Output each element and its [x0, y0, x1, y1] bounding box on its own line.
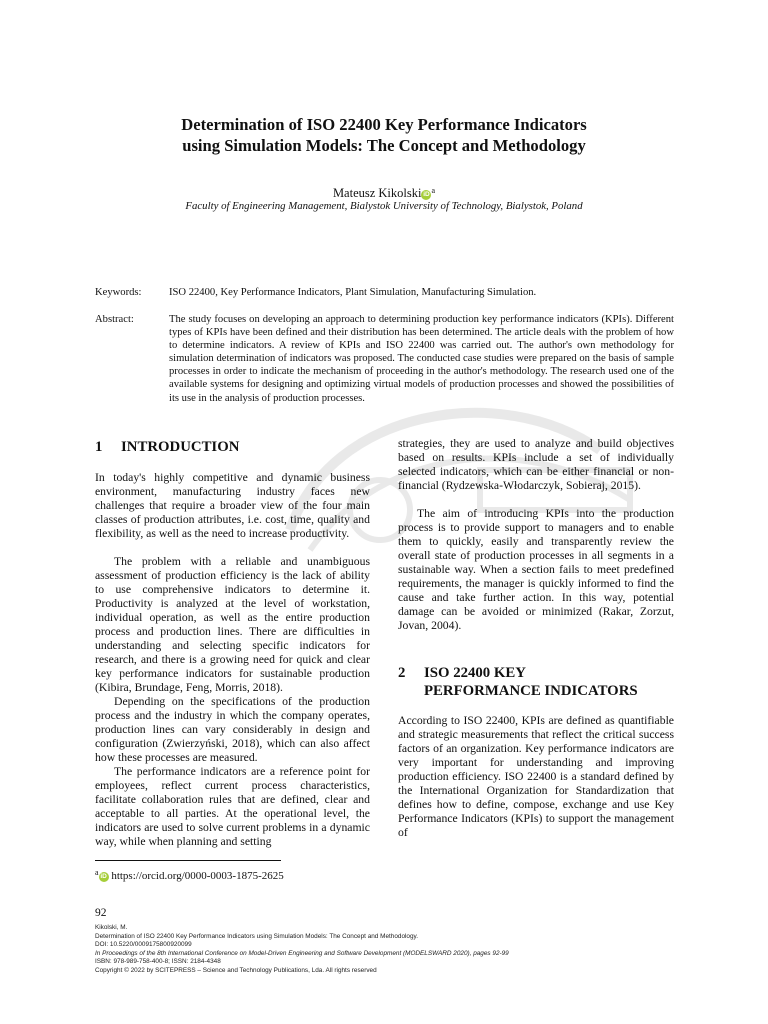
footnote-mark: a: [95, 868, 99, 877]
section-2-title-line-1: ISO 22400 KEY: [424, 665, 526, 681]
author-name: Mateusz Kikolski: [332, 186, 422, 200]
right-paragraph-2: The aim of introducing KPIs into the production process is to provide support to managers and to enable them to quickly, easily and transparently review the overall state of production processes in all segments in a sustainable way. When a section fails to meet predefined requirements, the manager is quickly informed to find the cause and take further action. In this way, potential damage can be avoided or minimized (Rakar, Zorzut, Jovan, 2004).: [398, 507, 674, 633]
right-paragraph-1: strategies, they are used to analyze and build objectives based on results. KPIs include a set of individually selected indicators, which can be either financial or non-financial (Rydzewska-Włodarczyk, Sobieraj, 2015).: [398, 437, 674, 493]
citation-line-6: Copyright © 2022 by SCITEPRESS – Science and Technology Publications, Lda. All rights reserved: [95, 966, 377, 974]
intro-paragraph-2: The problem with a reliable and unambiguous assessment of production efficiency is the lack of ability to use comprehensive indicators to determine it. Productivity is analyzed at the level of workstation, individual operation, as well as the entire production process and production lines. There are difficulties in understanding and selecting specific indicators for research, and there is a growing need for quick and clear key performance indicators for sustainable production (Kibira, Brundage, Feng, Morris, 2018).: [95, 555, 370, 695]
citation-block: [95, 924, 695, 976]
paper-title: [0, 114, 768, 156]
citation-line-2: Determination of ISO 22400 Key Performance Indicators using Simulation Models: The Concept and Methodology.: [95, 932, 419, 940]
footnote-orcid-link[interactable]: https://orcid.org/0000-0003-1875-2625: [111, 870, 284, 882]
section-2-title-line-2: PERFORMANCE INDICATORS: [424, 683, 638, 699]
title-line-1: Determination of ISO 22400 Key Performance Indicators: [181, 115, 587, 134]
intro-paragraph-4: The performance indicators are a reference point for employees, reflect current process characteristics, facilitate collaboration rules that are defined, clear and acceptable to all parties. At the operational level, the indicators are used to solve current problems in a dynamic way, while when planning and setting: [95, 765, 370, 849]
section-1-number: 1: [95, 439, 103, 455]
section-2-number: 2: [398, 665, 406, 681]
abstract-text: The study focuses on developing an approach to determining production key performance indicators (KPIs). Different types of KPIs have been defined and their distribution has been determined. The article deals with the problem of how to determine indicators. A review of KPIs and ISO 22400 was carried out. The author's own methodology for simulation determination of indicators was proposed. The conducted case studies were prepared on the basis of sample processes in order to indicate the mechanism of proceeding in the author's methodology. The research used one of the available systems for designing and optimizing virtual models of production processes and showed the possibilities of its use in the analysis of production processes.: [169, 314, 674, 404]
abstract-label: Abstract:: [95, 314, 134, 325]
footnote: [95, 866, 284, 883]
citation-line-1: Kikolski, M.: [95, 924, 128, 931]
intro-paragraph-3: Depending on the specifications of the production process and the industry in which the company operates, production lines can vary considerably in design and configuration (Zwierzyński, 2018), which can also affect how these processes are measured.: [95, 695, 370, 765]
footnote-orcid-icon: iD: [100, 873, 107, 880]
keywords-label: Keywords:: [95, 287, 142, 298]
orcid-icon[interactable]: iD: [423, 191, 430, 198]
section-2-paragraph-1: According to ISO 22400, KPIs are defined as quantifiable and strategic measurements that reflect the critical success factors of an organization. Key performance indicators are very important for understanding and improving production efficiency. ISO 22400 is a standard defined by the International Organization for Standardization that defines how to define, compose, exchange and use Key Performance Indicators (KPIs) to support the management of: [398, 714, 674, 840]
title-line-2: using Simulation Models: The Concept and Methodology: [182, 136, 586, 155]
author-line: [0, 183, 768, 201]
citation-line-5: ISBN: 978-989-758-400-8; ISSN: 2184-4348: [95, 958, 221, 966]
footnote-rule: [95, 860, 281, 861]
section-1-heading: [95, 438, 239, 456]
affiliation-mark: a: [431, 186, 436, 195]
intro-paragraph-1: In today's highly competitive and dynamic business environment, manufacturing industry faces new challenges that require a broader view of the four main classes of production attributes, i.e. cost, time, quality and flexibility, as well as the need to increase productivity.: [95, 471, 370, 541]
page-number: 92: [95, 907, 107, 919]
section-1-title: INTRODUCTION: [121, 439, 240, 455]
citation-line-3: DOI: 10.5220/0009175800920099: [95, 941, 192, 949]
keywords-text: ISO 22400, Key Performance Indicators, Plant Simulation, Manufacturing Simulation.: [169, 287, 537, 298]
author-affiliation: Faculty of Engineering Management, Bialystok University of Technology, Bialystok, Poland: [185, 200, 583, 212]
citation-line-4: In Proceedings of the 8th International Conference on Model-Driven Engineering and Software Development (MODELSWARD 2020), pages 92-99: [95, 949, 509, 957]
section-2-heading: [398, 664, 638, 700]
